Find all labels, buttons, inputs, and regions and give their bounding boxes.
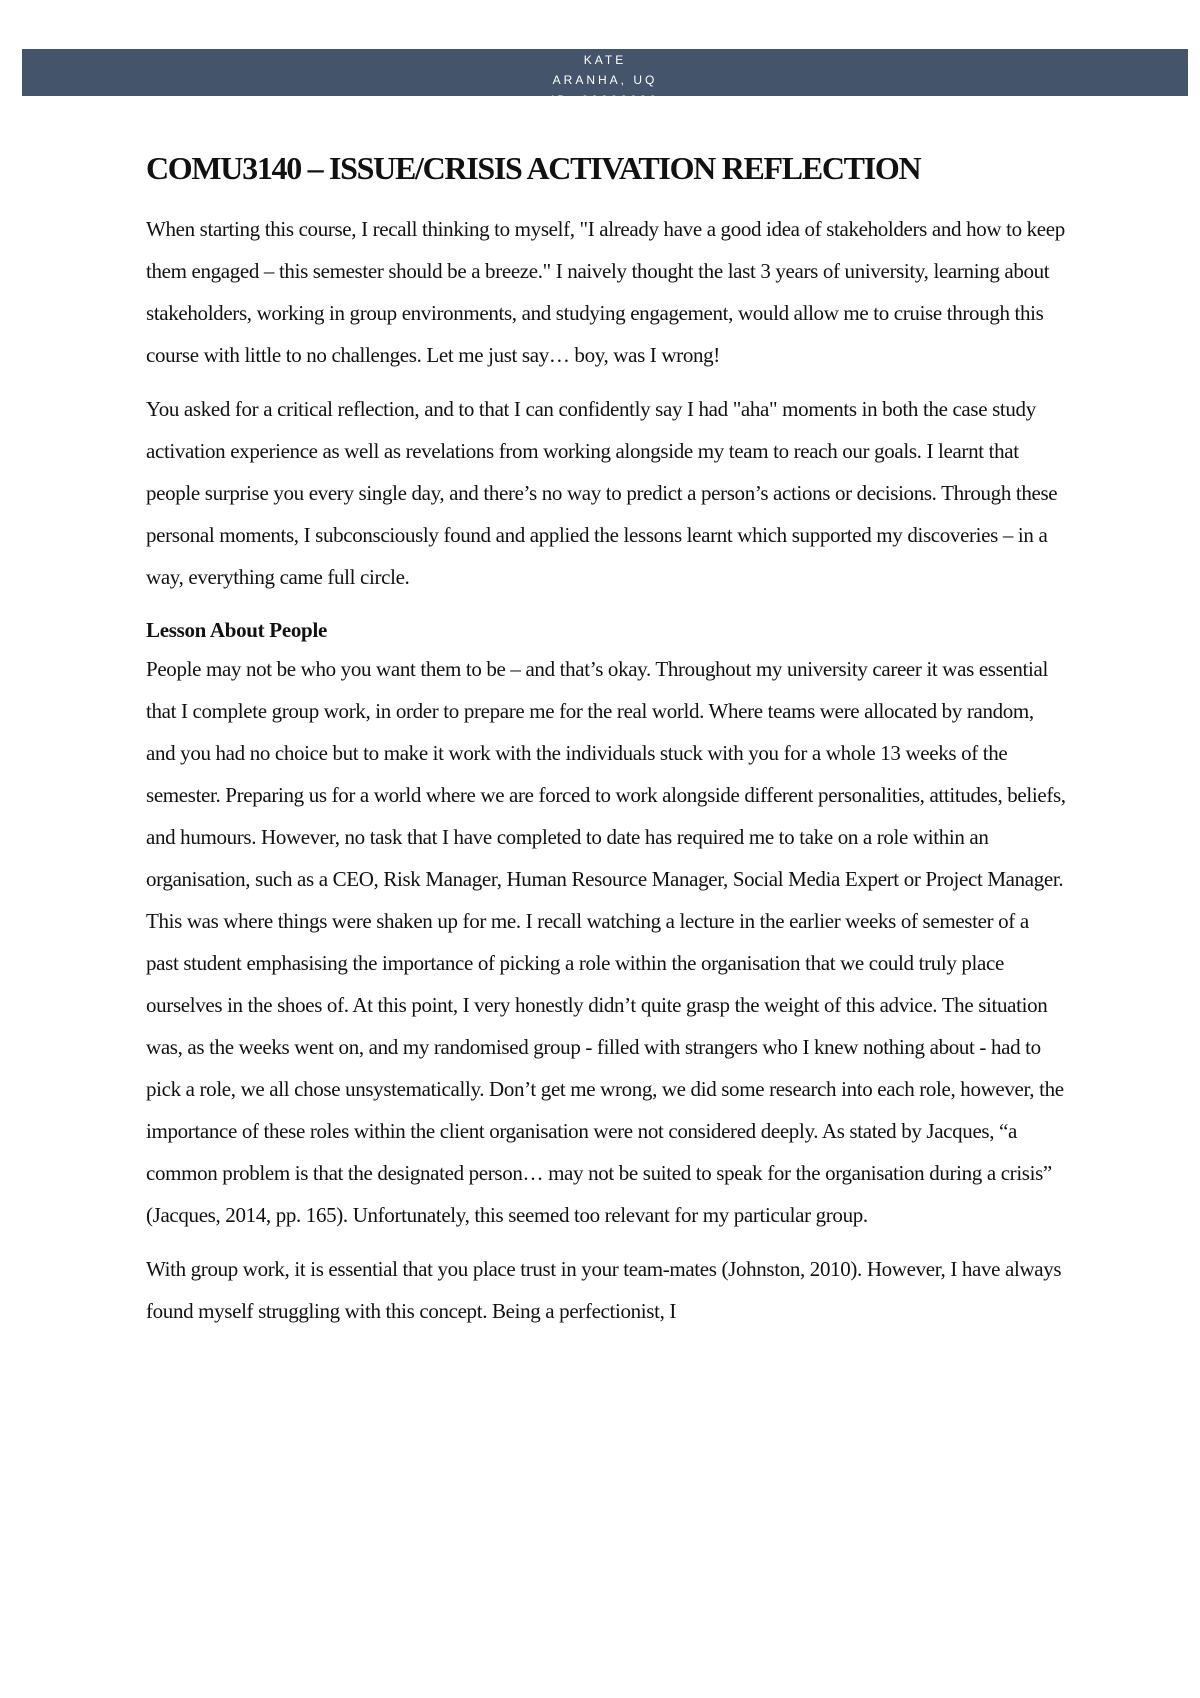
document-title: COMU3140 – ISSUE/CRISIS ACTIVATION REFLECTION xyxy=(146,150,921,186)
author-first-name: KATE xyxy=(583,53,627,67)
header-banner xyxy=(22,49,1188,107)
section-lesson-about-people xyxy=(146,610,1066,1332)
section-paragraph: With group work, it is essential that you place trust in your team-mates (Johnston, 2010). However, I have always found myself struggling with this concept. Being a perfectionist, I xyxy=(146,1257,1062,1323)
document-body xyxy=(146,146,1066,1344)
section-paragraph: People may not be who you want them to be – and that’s okay. Throughout my university career it was essential that I complete group work, in order to prepare me for the real world. Where teams were allocated by random, and you had no choice but to make it work with the individuals stuck with you for a whole 13 weeks of the semester. Preparing us for a world where we are forced to work alongside different personalities, attitudes, beliefs, and humours. However, no task that I have completed to date has required me to take on a role within an organisation, such as a CEO, Risk Manager, Human Resource Manager, Social Media Expert or Project Manager. This was where things were shaken up for me. I recall watching a lecture in the earlier weeks of semester of a past student emphasising the importance of picking a role within the organisation that we could truly place ourselves in the shoes of. At this point, I very honestly didn’t quite grasp the weight of this advice. The situation was, as the weeks went on, and my randomised group - filled with strangers who I knew nothing about - had to pick a role, we all chose unsystematically. Don’t get me wrong, we did some research into each role, however, the importance of these roles within the client organisation were not considered deeply. As stated by Jacques, “a common problem is that the designated person… may not be suited to speak for the organisation during a crisis” (Jacques, 2014, pp. 165). Unfortunately, this seemed too relevant for my particular group. xyxy=(146,657,1066,1227)
reflection-paragraph: You asked for a critical reflection, and to that I can confidently say I had "aha" moments in both the case study activation experience as well as revelations from working alongside my team to reach our goals. I learnt that people surprise you every single day, and there’s no way to predict a person’s actions or decisions. Through these personal moments, I subconsciously found and applied the lessons learnt which supported my discoveries – in a way, everything came full circle. xyxy=(146,397,1058,589)
intro-paragraph: When starting this course, I recall thinking to myself, "I already have a good idea of stakeholders and how to keep them engaged – this semester should be a breeze." I naively thought the last 3 years of university, learning about stakeholders, working in group environments, and studying engagement, would allow me to cruise through this course with little to no challenges. Let me just say… boy, was I wrong! xyxy=(146,217,1065,367)
author-surname-institution: ARANHA, UQ xyxy=(552,73,658,87)
author-student-id: ID: 00000000 xyxy=(550,93,660,107)
section-heading: Lesson About People xyxy=(146,618,327,642)
